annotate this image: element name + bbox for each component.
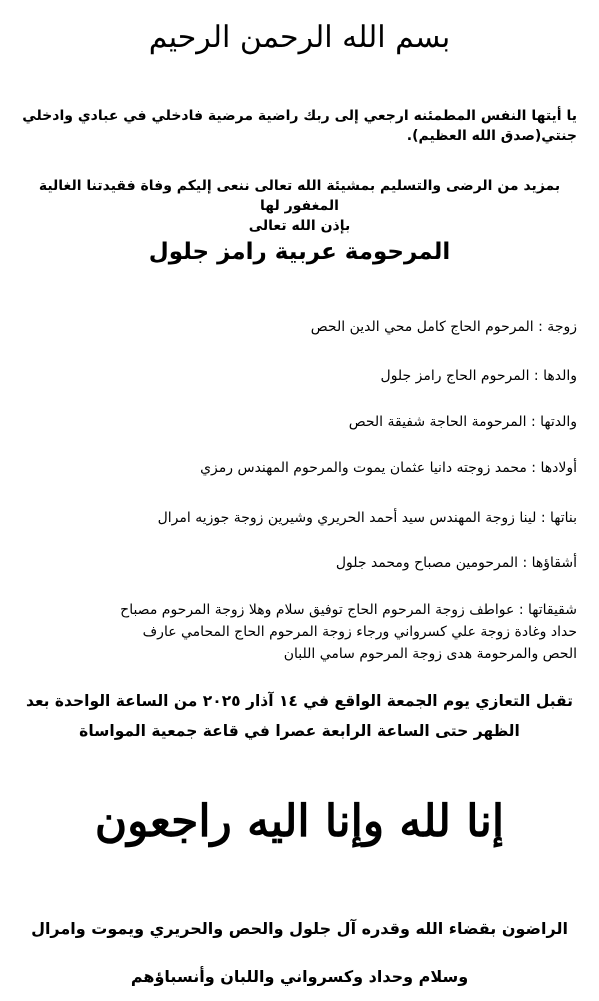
quran-verse <box>0 106 599 146</box>
condolences-info <box>0 686 599 746</box>
sisters-line: حداد وغادة زوجة علي كسرواني ورجاء زوجة المرحوم الحاج المحامي عارف <box>142 624 577 640</box>
relative-spouse: زوجة : المرحوم الحاج كامل محي الدين الحص <box>310 319 577 335</box>
relative-children: أولادها : محمد زوجته دانيا عثمان يموت والمرحوم المهندس رمزي <box>200 460 577 476</box>
condolences-line: تقبل التعازي يوم الجمعة الواقع في ١٤ آذار ٢٠٢٥ من الساعة الواحدة بعد <box>25 692 574 710</box>
relative-sisters <box>22 599 577 665</box>
condolences-line: الظهر حتى الساعة الرابعة عصرا في قاعة جمعية المواساة <box>79 722 520 740</box>
intro-line: بمزيد من الرضى والتسليم بمشيئة الله تعالى ننعى إليكم وفاة فقيدتنا الغالية المغفور لها <box>38 178 561 214</box>
sisters-line: الحص والمرحومة هدى زوجة المرحوم سامي اللبان <box>283 646 577 662</box>
deceased-name: المرحومة عربية رامز جلول <box>148 239 451 265</box>
inna-lillah-heading: إنا لله وإنا اليه راجعون <box>94 796 505 847</box>
mourning-families <box>0 905 599 1001</box>
mourners-line: وسلام وحداد وكسرواني واللبان وأنسباؤهم <box>130 967 469 986</box>
relative-mother: والدتها : المرحومة الحاجة شفيقة الحص <box>348 414 577 430</box>
relative-daughters: بناتها : لينا زوجة المهندس سيد أحمد الحريري وشيرين زوجة جوزيه امرال <box>157 510 577 526</box>
announcement-intro <box>0 176 599 236</box>
relative-father: والدها : المرحوم الحاج رامز جلول <box>380 368 577 384</box>
basmala-heading: بسم الله الرحمن الرحيم <box>148 20 451 55</box>
mourners-line: الراضون بقضاء الله وقدره آل جلول والحص والحريري ويموت وامرال <box>31 919 568 938</box>
intro-line: بإذن الله تعالى <box>248 218 351 234</box>
verse-line: يا أيتها النفس المطمئنه ارجعي إلى ربك راضية مرضية فادخلي في عبادي وادخلي <box>22 108 577 124</box>
sisters-line: شقيقاتها : عواطف زوجة المرحوم الحاج توفيق سلام وهلا زوجة المرحوم مصباح <box>120 602 577 618</box>
verse-line: جنتي(صدق الله العظيم). <box>406 128 577 144</box>
relative-brothers: أشقاؤها : المرحومين مصباح ومحمد جلول <box>335 555 577 571</box>
